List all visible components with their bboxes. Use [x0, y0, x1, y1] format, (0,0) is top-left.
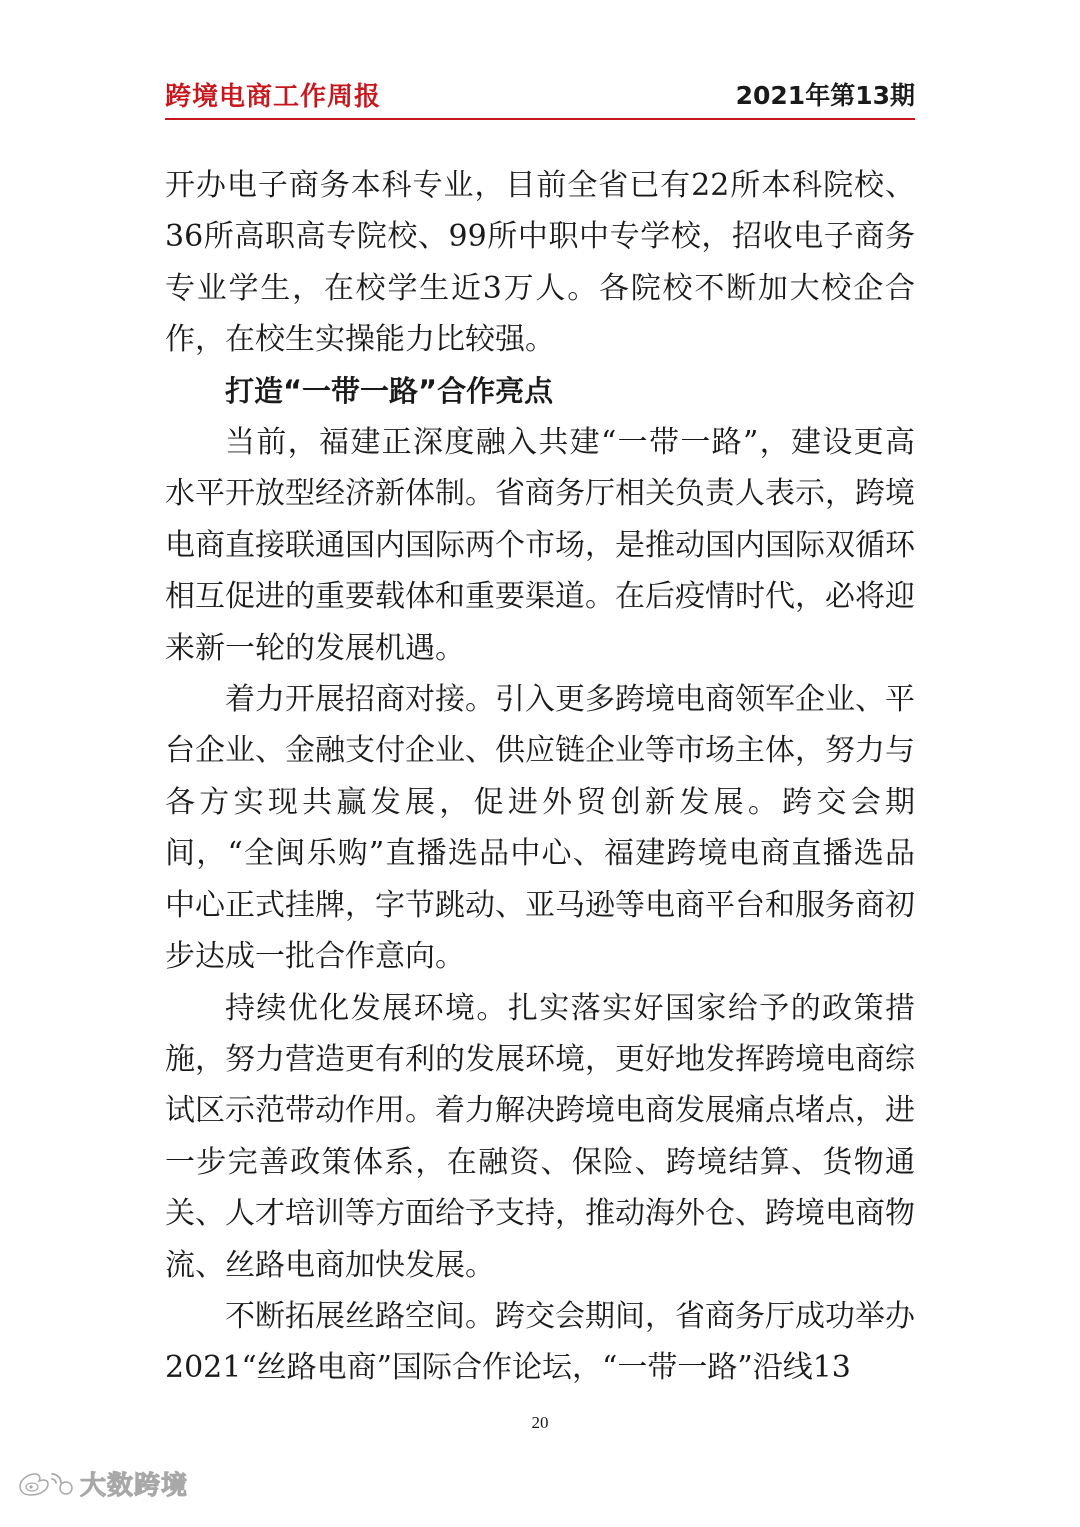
paragraph-continuation: 开办电子商务本科专业，目前全省已有22所本科院校、36所高职高专院校、99所中职中专学校，招收电子商务专业学生，在校学生近3万人。各院校不断加大校企合作，在校生实操能力比较强。 [165, 168, 915, 358]
paragraph: 不断拓展丝路空间。跨交会期间，省商务厅成功举办2021“丝路电商”国际合作论坛，“一带一路”沿线13 [165, 1298, 915, 1386]
paragraph: 持续优化发展环境。扎实落实好国家给予的政策措施，努力营造更有利的发展环境，更好地发挥跨境电商综试区示范带动作用。着力解决跨境电商发展痛点堵点，进一步完善政策体系，在融资、保险、跨境结算、货物通关、人才培训等方面给予支持，推动海外仓、跨境电商物流、丝路电商加快发展。 [165, 990, 915, 1283]
watermark [12, 1463, 188, 1503]
section-heading: 打造“一带一路”合作亮点 [225, 373, 554, 408]
watermark-text: 大数跨境 [80, 1470, 189, 1501]
page-header [165, 76, 915, 116]
publication-title: 跨境电商工作周报 [165, 82, 382, 112]
article-body [165, 160, 915, 1394]
paragraph: 当前，福建正深度融入共建“一带一路”，建设更高水平开放型经济新体制。省商务厅相关负责人表示，跨境电商直接联通国内国际两个市场，是推动国内国际双循环相互促进的重要载体和重要渠道。在后疫情时代，必将迎来新一轮的发展机遇。 [165, 425, 915, 666]
issue-number: 2021年第13期 [735, 81, 915, 110]
page-number: 20 [531, 1413, 549, 1432]
weibo-logo-icon [12, 1468, 74, 1498]
paragraph: 着力开展招商对接。引入更多跨境电商领军企业、平台企业、金融支付企业、供应链企业等市场主体，努力与各方实现共赢发展，促进外贸创新发展。跨交会期间，“全闽乐购”直播选品中心、福建跨境电商直播选品中心正式挂牌，字节跳动、亚马逊等电商平台和服务商初步达成一批合作意向。 [165, 682, 915, 975]
header-divider [165, 118, 915, 120]
